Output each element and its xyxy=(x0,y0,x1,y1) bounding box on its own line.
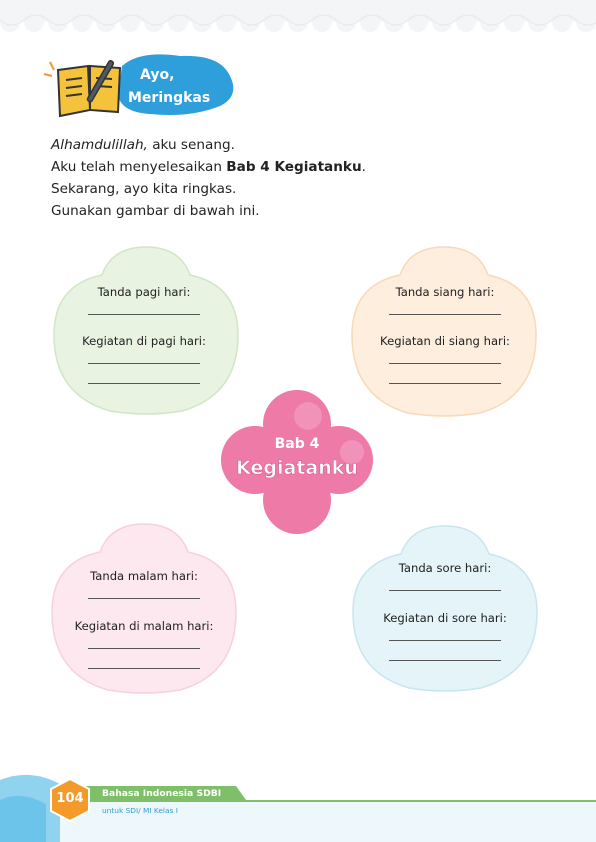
intro-line-2-end: . xyxy=(361,159,366,175)
intro-line-4: Gunakan gambar di bawah ini. xyxy=(51,203,260,219)
intro-line-2-start: Aku telah menyelesaikan xyxy=(51,159,227,175)
sore-tanda-label: Tanda sore hari: xyxy=(398,561,492,575)
heading-line2: Meringkas xyxy=(128,90,211,106)
siang-kegiatan-label: Kegiatan di siang hari: xyxy=(380,334,510,348)
malam-tanda-line[interactable] xyxy=(88,598,200,599)
top-decorative-band xyxy=(0,0,596,40)
intro-line-1-rest: aku senang. xyxy=(147,137,235,153)
siang-tanda-label: Tanda siang hari: xyxy=(395,285,495,299)
siang-kegiatan-line-2[interactable] xyxy=(389,383,501,384)
intro-chapter-title: Bab 4 Kegiatanku xyxy=(226,159,362,175)
malam-kegiatan-line-2[interactable] xyxy=(88,668,200,669)
book-subtitle: untuk SDI/ MI Kelas I xyxy=(102,806,178,815)
heading-badge xyxy=(40,44,240,124)
intro-line-3: Sekarang, ayo kita ringkas. xyxy=(51,181,237,197)
heading-line1: Ayo, xyxy=(140,67,175,83)
sore-kegiatan-line-1[interactable] xyxy=(389,640,501,641)
siang-tanda-line[interactable] xyxy=(389,314,501,315)
pagi-kegiatan-label: Kegiatan di pagi hari: xyxy=(82,334,206,348)
pagi-tanda-label: Tanda pagi hari: xyxy=(97,285,191,299)
intro-paragraph xyxy=(51,134,531,222)
intro-line-2 xyxy=(51,156,531,178)
book-icon xyxy=(44,60,120,116)
intro-line-1 xyxy=(51,134,531,156)
sore-kegiatan-label: Kegiatan di sore hari: xyxy=(383,611,507,625)
pagi-kegiatan-line-2[interactable] xyxy=(88,383,200,384)
center-line1: Bab 4 xyxy=(274,436,320,452)
pagi-kegiatan-line-1[interactable] xyxy=(88,363,200,364)
center-line2: Kegiatanku xyxy=(236,457,358,479)
sore-tanda-line[interactable] xyxy=(389,590,501,591)
cloud-sore xyxy=(351,524,539,692)
sore-kegiatan-line-2[interactable] xyxy=(389,660,501,661)
malam-tanda-label: Tanda malam hari: xyxy=(90,569,198,583)
page-number: 104 xyxy=(56,791,84,806)
book-title: Bahasa Indonesia SDBI xyxy=(102,788,222,799)
intro-italic-word: Alhamdulillah, xyxy=(51,137,148,153)
siang-kegiatan-line-1[interactable] xyxy=(389,363,501,364)
pagi-tanda-line[interactable] xyxy=(88,314,200,315)
malam-kegiatan-label: Kegiatan di malam hari: xyxy=(74,619,214,633)
malam-kegiatan-line-1[interactable] xyxy=(88,648,200,649)
